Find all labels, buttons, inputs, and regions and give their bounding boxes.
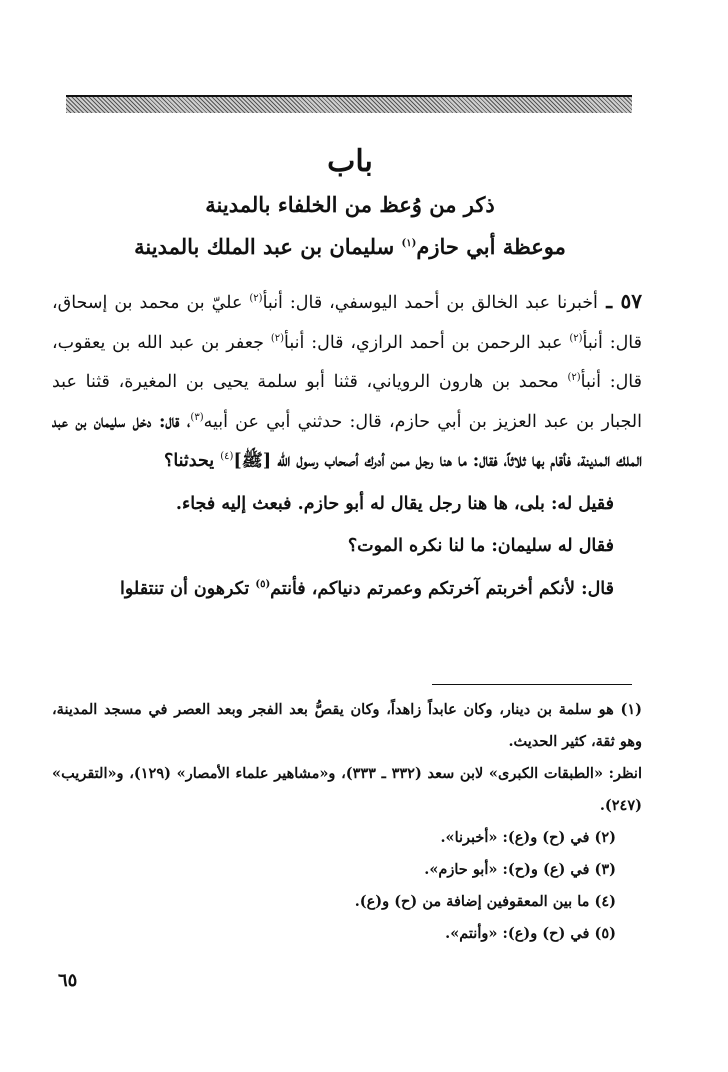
footnote-ref: (٢) — [567, 372, 581, 384]
footnote: (٢) في (ح) و(ع): «أخبرنا». — [440, 829, 616, 846]
page-number: ٦٥ — [58, 970, 78, 991]
footnote: (٤) ما بين المعقوفين إضافة من (ح) و(ع). — [354, 893, 616, 910]
paragraph: فقال له سليمان: ما لنا نكره الموت؟ — [347, 536, 614, 556]
text-run: جعفر بن عبد الله بن يعقوب، قال: أنبأ — [52, 332, 643, 392]
paragraph: فقيل له: بلى، ها هنا رجل يقال له أبو حازم. فبعث إليه فجاء. — [175, 493, 614, 514]
section-title — [60, 226, 640, 268]
chapter-subtitle: ذكر من وُعظ من الخلفاء بالمدينة — [205, 192, 495, 217]
text-run: محمد بن هارون الروياني، قثنا أبو سلمة يحيى بن المغيرة، قثنا عبد الجبار بن عبد العزيز بن أبي حازم، قال: حدثني أبي عن أبيه — [52, 372, 642, 432]
section-title-b: سليمان بن عبد الملك بالمدينة — [134, 234, 402, 259]
footnote: (٥) في (ح) و(ع): «وأنتم». — [445, 925, 616, 942]
footnote-ref: (٢) — [249, 293, 263, 305]
text-run: يحدثنا؟ — [164, 451, 221, 471]
hadith-paragraph — [52, 282, 642, 482]
text-run: ، قال: دخل سليمان بن عبد الملك المدينة، فأقام بها ثلاثاً، فقال: ما هنا رجل ممن أدرك أصحاب رسول الله [ﷺ] — [52, 411, 642, 471]
footnote: (٣) في (ع) و(ح): «أبو حازم». — [424, 861, 616, 878]
text-run: قال: لأنكم أخربتم آخرتكم وعمرتم دنياكم، فأنتم — [270, 578, 614, 599]
footnote: (١) هو سلمة بن دينار، وكان عابداً زاهداً، وكان يقصُّ بعد الفجر وبعد العصر في مسجد المدينة، وهو ثقة، كثير الحديث. — [52, 701, 642, 750]
footnote-divider — [432, 684, 632, 685]
footnote-ref: (٢) — [569, 332, 583, 344]
footnote-ref: (٢) — [270, 332, 285, 344]
footnote-ref: (٥) — [255, 578, 271, 590]
text-run: تكرهون أن تنتقلوا — [120, 578, 256, 599]
footnote-ref: (١) — [401, 238, 417, 249]
footnote-ref: (٤) — [220, 451, 234, 463]
main-text — [52, 282, 642, 609]
hadith-number: ٥٧ ـ — [597, 289, 642, 313]
text-run: أخبرنا عبد الخالق بن أحمد اليوسفي، قال: أنبأ — [262, 293, 598, 313]
footnote-reference: انظر: «الطبقات الكبرى» لابن سعد (٣٣٢ ـ ٣٣٣)، و«مشاهير علماء الأمصار» (١٢٩)، و«التقريب» (٢٤٧). — [52, 765, 642, 814]
chapter-heading — [60, 140, 640, 268]
paragraph — [52, 570, 642, 610]
footnotes — [52, 694, 642, 950]
text-run: عليّ بن محمد بن إسحاق، قال: أنبأ — [52, 293, 643, 353]
header-rule — [66, 95, 632, 113]
text-run: عبد الرحمن بن أحمد الرازي، قال: أنبأ — [284, 332, 570, 353]
footnote-ref: (٣) — [190, 411, 204, 423]
section-title-a: موعظة أبي حازم — [416, 234, 566, 259]
chapter-title: باب — [327, 144, 373, 179]
